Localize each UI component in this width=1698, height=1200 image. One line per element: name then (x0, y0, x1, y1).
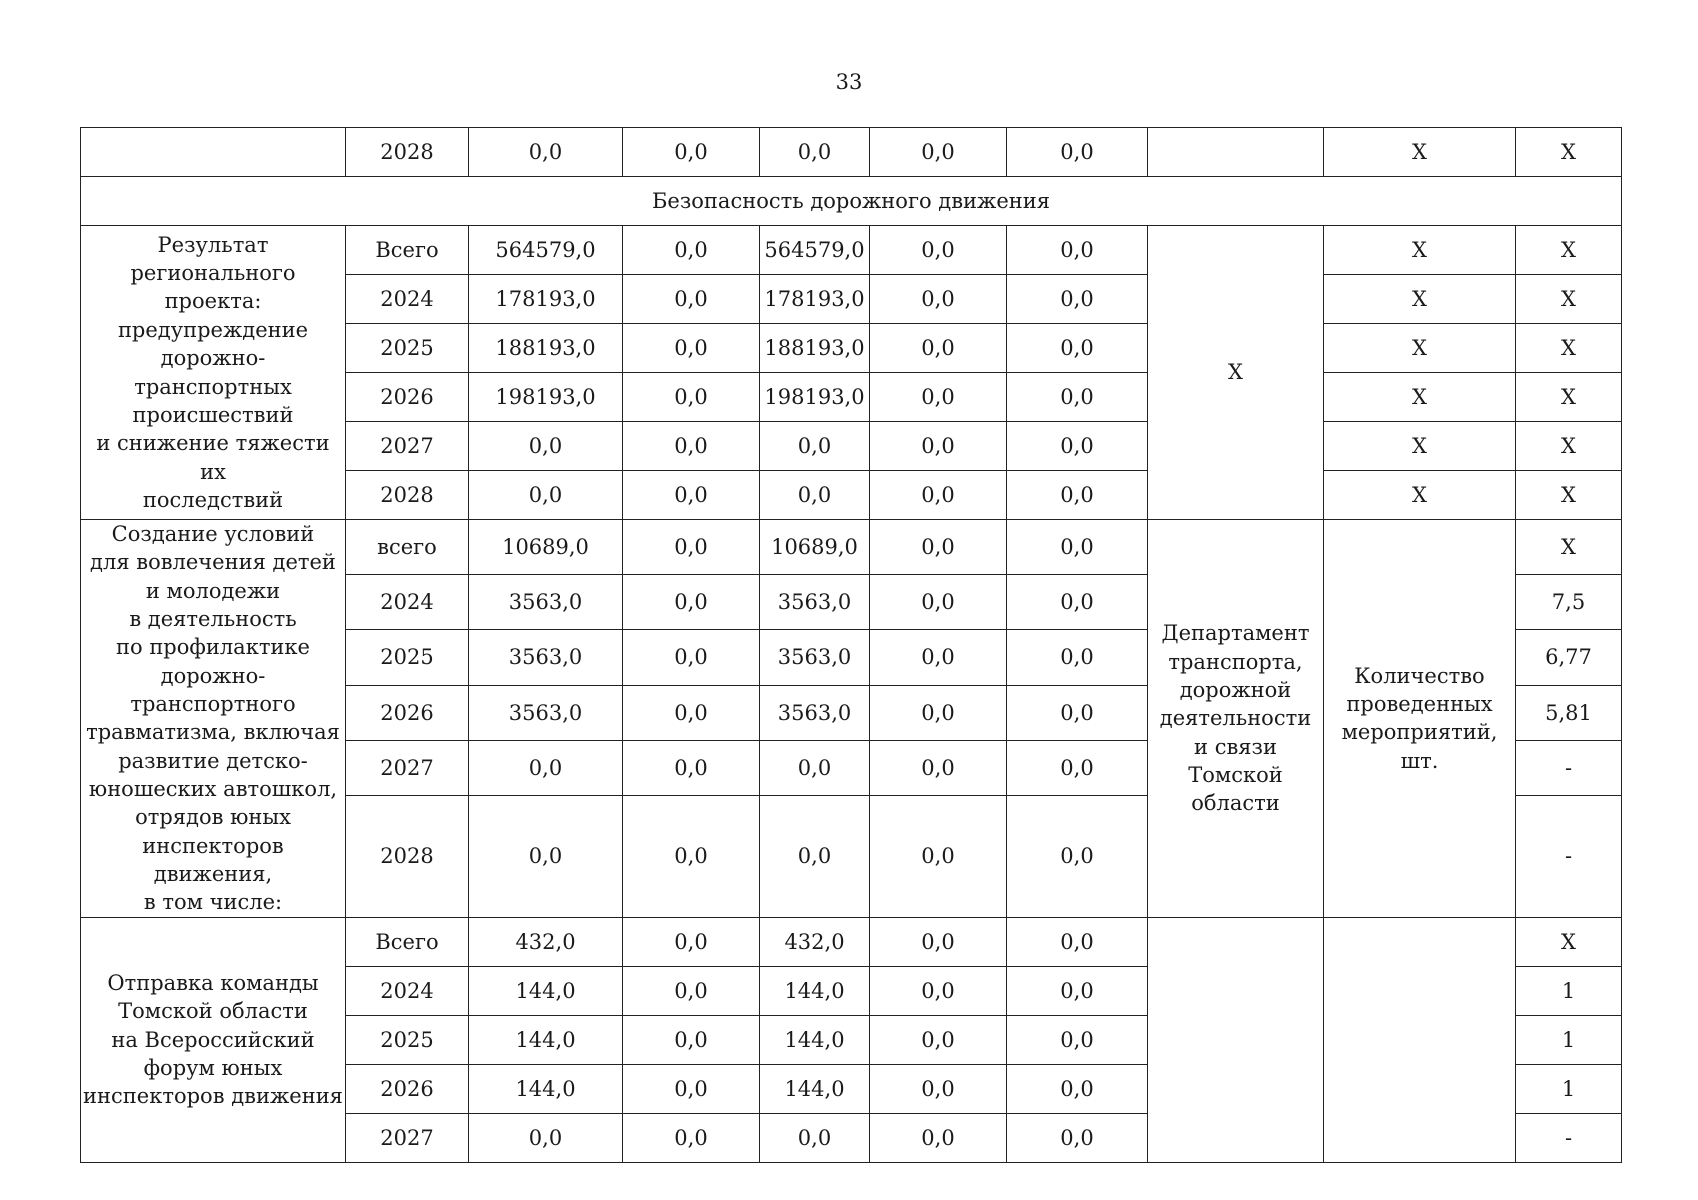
value-cell: 0,0 (870, 685, 1007, 740)
year-cell: 2027 (346, 422, 469, 471)
value-cell: 0,0 (760, 740, 870, 795)
section-title: Безопасность дорожного движения (81, 177, 1622, 226)
responsible-cell: X (1148, 226, 1324, 520)
value-cell: 144,0 (469, 1064, 623, 1113)
year-cell: 2025 (346, 630, 469, 685)
activity-name: Отправка команды Томской области на Всероссийский форум юных инспекторов движения (81, 917, 346, 1162)
value-cell: 0,0 (870, 796, 1007, 918)
value-cell: 0,0 (760, 128, 870, 177)
name-cell (81, 128, 346, 177)
value-cell: 0,0 (760, 471, 870, 520)
value-cell: 3563,0 (760, 630, 870, 685)
value-cell: 188193,0 (760, 324, 870, 373)
value-cell: 0,0 (469, 796, 623, 918)
year-cell: 2024 (346, 966, 469, 1015)
indicator-value-cell: X (1516, 324, 1622, 373)
value-cell: 0,0 (623, 796, 760, 918)
value-cell: 0,0 (623, 575, 760, 630)
value-cell: 564579,0 (760, 226, 870, 275)
year-cell: 2027 (346, 740, 469, 795)
indicator-value-cell: X (1516, 471, 1622, 520)
indicator-cell: X (1324, 275, 1516, 324)
value-cell: 432,0 (469, 917, 623, 966)
value-cell: 144,0 (469, 1015, 623, 1064)
indicator-value-cell: 1 (1516, 966, 1622, 1015)
year-cell: 2026 (346, 1064, 469, 1113)
section-row (81, 177, 1622, 226)
value-cell: 0,0 (870, 630, 1007, 685)
indicator-value-cell: 5,81 (1516, 685, 1622, 740)
value-cell: 0,0 (1007, 630, 1148, 685)
indicator-cell: X (1324, 324, 1516, 373)
value-cell: 10689,0 (760, 520, 870, 575)
value-cell: 0,0 (1007, 275, 1148, 324)
year-cell: 2024 (346, 575, 469, 630)
year-cell: 2026 (346, 685, 469, 740)
table-row (81, 226, 1622, 275)
year-cell: 2028 (346, 128, 469, 177)
year-cell: Всего (346, 226, 469, 275)
indicator-value-cell: - (1516, 796, 1622, 918)
value-cell: 0,0 (469, 1113, 623, 1162)
indicator-value-cell: 6,77 (1516, 630, 1622, 685)
value-cell: 0,0 (870, 917, 1007, 966)
value-cell: 0,0 (623, 1064, 760, 1113)
value-cell: 0,0 (1007, 917, 1148, 966)
value-cell: 0,0 (623, 373, 760, 422)
value-cell: 0,0 (1007, 740, 1148, 795)
value-cell: 0,0 (1007, 1064, 1148, 1113)
value-cell: 0,0 (623, 275, 760, 324)
value-cell: 144,0 (760, 966, 870, 1015)
value-cell: 0,0 (870, 226, 1007, 275)
value-cell: 0,0 (870, 1015, 1007, 1064)
value-cell: 0,0 (760, 422, 870, 471)
value-cell: 0,0 (870, 275, 1007, 324)
value-cell: 0,0 (623, 422, 760, 471)
value-cell: 0,0 (870, 1064, 1007, 1113)
value-cell: 10689,0 (469, 520, 623, 575)
value-cell: 0,0 (870, 966, 1007, 1015)
value-cell: 0,0 (870, 520, 1007, 575)
value-cell: 0,0 (870, 471, 1007, 520)
value-cell: 188193,0 (469, 324, 623, 373)
value-cell: 3563,0 (760, 685, 870, 740)
value-cell: 0,0 (1007, 1113, 1148, 1162)
value-cell: 0,0 (870, 1113, 1007, 1162)
value-cell: 0,0 (623, 685, 760, 740)
responsible-cell (1148, 128, 1324, 177)
value-cell: 432,0 (760, 917, 870, 966)
budget-table (80, 127, 1622, 1163)
value-cell: 198193,0 (469, 373, 623, 422)
value-cell: 3563,0 (469, 685, 623, 740)
value-cell: 0,0 (1007, 373, 1148, 422)
year-cell: 2028 (346, 796, 469, 918)
value-cell: 0,0 (623, 1015, 760, 1064)
value-cell: 3563,0 (469, 630, 623, 685)
indicator-value-cell: 7,5 (1516, 575, 1622, 630)
value-cell: 144,0 (760, 1015, 870, 1064)
value-cell: 0,0 (870, 575, 1007, 630)
activity-name: Создание условий для вовлечения детей и молодежи в деятельность по профилактике дорожно-транспортного травматизма, включая развитие детско- юношеских автошкол, отрядов юных инспекторов движения, в том числе: (81, 520, 346, 918)
value-cell: 0,0 (469, 740, 623, 795)
value-cell: 0,0 (1007, 685, 1148, 740)
indicator-value-cell: X (1516, 917, 1622, 966)
value-cell: 144,0 (760, 1064, 870, 1113)
value-cell: 0,0 (623, 520, 760, 575)
value-cell: 0,0 (760, 1113, 870, 1162)
value-cell: 0,0 (469, 422, 623, 471)
indicator-cell (1324, 917, 1516, 1162)
value-cell: 3563,0 (760, 575, 870, 630)
page-number: 33 (835, 70, 863, 94)
indicator-value-cell: X (1516, 373, 1622, 422)
value-cell: 0,0 (870, 422, 1007, 471)
indicator-cell: X (1324, 422, 1516, 471)
indicator-value-cell: X (1516, 226, 1622, 275)
table-row (81, 520, 1622, 575)
indicator-cell: X (1324, 471, 1516, 520)
value-cell: 0,0 (623, 226, 760, 275)
value-cell: 3563,0 (469, 575, 623, 630)
responsible-cell: Департамент транспорта, дорожной деятельности и связи Томской области (1148, 520, 1324, 918)
value-cell: 0,0 (1007, 520, 1148, 575)
year-cell: всего (346, 520, 469, 575)
value-cell: 0,0 (623, 917, 760, 966)
year-cell: 2028 (346, 471, 469, 520)
value-cell: 0,0 (1007, 422, 1148, 471)
value-cell: 144,0 (469, 966, 623, 1015)
value-cell: 0,0 (469, 471, 623, 520)
year-cell: 2025 (346, 324, 469, 373)
value-cell: 0,0 (623, 630, 760, 685)
value-cell: 0,0 (1007, 1015, 1148, 1064)
table-row (81, 128, 1622, 177)
value-cell: 0,0 (623, 128, 760, 177)
value-cell: 0,0 (1007, 796, 1148, 918)
value-cell: 0,0 (1007, 128, 1148, 177)
indicator-cell: X (1324, 128, 1516, 177)
value-cell: 0,0 (623, 966, 760, 1015)
indicator-value-cell: X (1516, 520, 1622, 575)
value-cell: 564579,0 (469, 226, 623, 275)
value-cell: 0,0 (1007, 226, 1148, 275)
year-cell: 2024 (346, 275, 469, 324)
value-cell: 0,0 (469, 128, 623, 177)
value-cell: 0,0 (870, 740, 1007, 795)
value-cell: 0,0 (1007, 966, 1148, 1015)
value-cell: 0,0 (1007, 575, 1148, 630)
indicator-value-cell: X (1516, 422, 1622, 471)
year-cell: 2025 (346, 1015, 469, 1064)
value-cell: 178193,0 (469, 275, 623, 324)
value-cell: 0,0 (1007, 324, 1148, 373)
indicator-cell: X (1324, 373, 1516, 422)
value-cell: 0,0 (760, 796, 870, 918)
indicator-value-cell: 1 (1516, 1064, 1622, 1113)
indicator-value-cell: X (1516, 128, 1622, 177)
indicator-cell: X (1324, 226, 1516, 275)
value-cell: 0,0 (623, 740, 760, 795)
value-cell: 0,0 (623, 324, 760, 373)
indicator-value-cell: - (1516, 740, 1622, 795)
value-cell: 0,0 (623, 1113, 760, 1162)
indicator-cell: Количество проведенных мероприятий, шт. (1324, 520, 1516, 918)
value-cell: 0,0 (870, 128, 1007, 177)
activity-name: Результат регионального проекта: предупреждение дорожно-транспортных происшествий и снижение тяжести их последствий (81, 226, 346, 520)
indicator-value-cell: 1 (1516, 1015, 1622, 1064)
table-row (81, 917, 1622, 966)
value-cell: 0,0 (623, 471, 760, 520)
year-cell: Всего (346, 917, 469, 966)
responsible-cell (1148, 917, 1324, 1162)
year-cell: 2026 (346, 373, 469, 422)
value-cell: 178193,0 (760, 275, 870, 324)
value-cell: 0,0 (870, 324, 1007, 373)
value-cell: 0,0 (1007, 471, 1148, 520)
indicator-value-cell: - (1516, 1113, 1622, 1162)
indicator-value-cell: X (1516, 275, 1622, 324)
year-cell: 2027 (346, 1113, 469, 1162)
value-cell: 0,0 (870, 373, 1007, 422)
value-cell: 198193,0 (760, 373, 870, 422)
